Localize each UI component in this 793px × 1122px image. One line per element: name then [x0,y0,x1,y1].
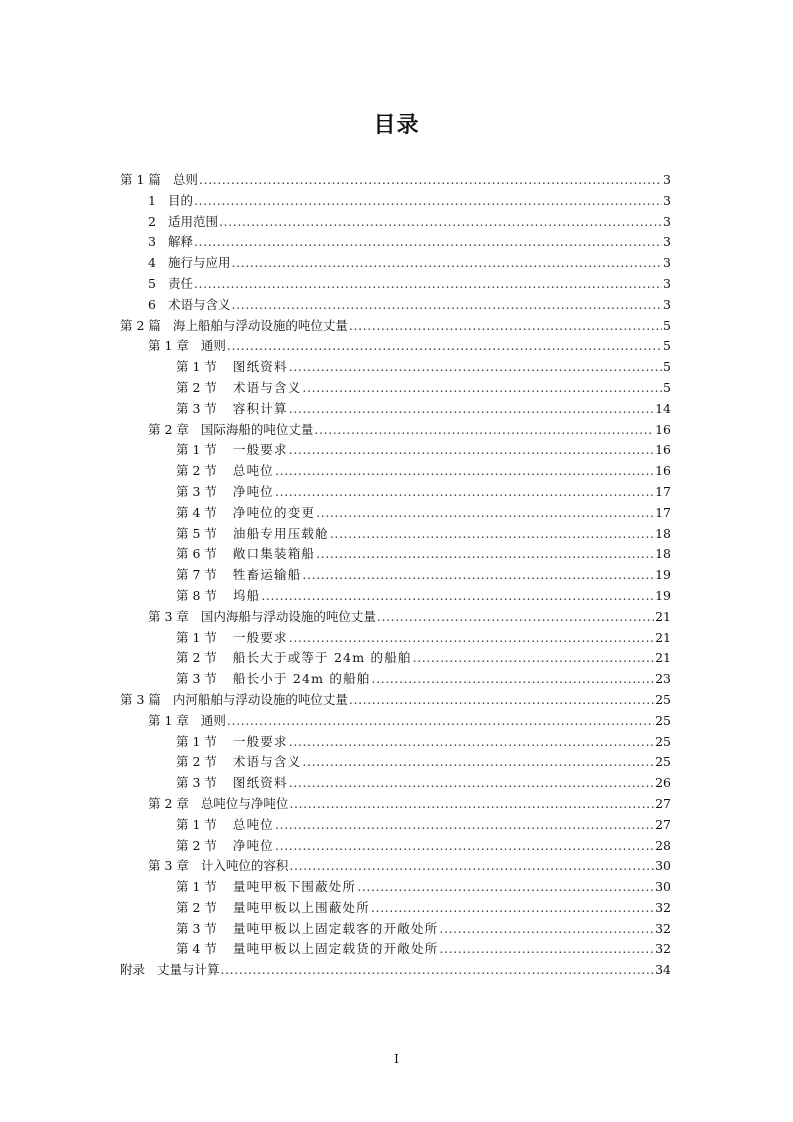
toc-dot-leader [413,648,654,669]
toc-entry-page-number: 25 [655,754,671,770]
toc-dot-leader [377,607,654,628]
toc-entry-section[interactable] [120,898,671,919]
toc-entry-number: 第 1 节 [176,442,217,458]
toc-entry-number: 第 1 章 [148,712,189,728]
toc-entry-title: 内河船舶与浮动设施的吨位丈量 [172,691,348,707]
toc-entry-number: 第 3 节 [176,483,217,499]
toc-entry-page-number: 16 [655,463,671,479]
toc-entry-number: 第 6 节 [176,546,217,562]
toc-dot-leader [275,836,654,857]
page-number: I [394,1052,399,1066]
toc-entry-page-number: 30 [655,879,671,895]
toc-entry-title: 净吨位的变更 [232,504,316,520]
toc-dot-leader [289,399,654,420]
toc-entry-title: 国内海船与浮动设施的吨位丈量 [200,608,376,624]
toc-entry-number: 第 3 篇 [120,691,161,707]
toc-entry-item[interactable] [120,232,671,253]
toc-dot-leader [194,232,662,253]
toc-entry-page-number: 21 [655,608,671,624]
toc-entry-title: 解释 [167,234,193,250]
toc-entry-part[interactable] [120,170,671,191]
toc-entry-page-number: 17 [655,504,671,520]
toc-entry-number: 第 2 章 [148,795,189,811]
toc-entry-title: 净吨位 [232,483,275,499]
toc-entry-number: 第 4 节 [176,504,217,520]
toc-dot-leader [227,336,662,357]
toc-dot-leader [330,524,654,545]
toc-entry-title: 量吨甲板以上围蔽处所 [232,899,370,915]
toc-entry-page-number: 18 [655,525,671,541]
toc-entry-title: 通则 [200,338,226,354]
toc-entry-number: 第 2 节 [176,754,217,770]
toc-dot-leader [231,253,662,274]
toc-entry-appendix[interactable] [120,960,671,981]
toc-entry-page-number: 3 [663,275,671,291]
toc-entry-page-number: 16 [655,421,671,437]
toc-entry-number: 第 1 篇 [120,172,161,187]
toc-entry-page-number: 5 [663,359,671,375]
toc-entry-section[interactable] [120,773,671,794]
toc-entry-section[interactable] [120,503,671,524]
toc-entry-number: 第 5 节 [176,525,217,541]
toc-dot-leader [261,586,654,607]
toc-entry-number: 第 3 章 [148,608,189,624]
toc-dot-leader [289,773,654,794]
toc-entry-page-number: 21 [655,629,671,645]
toc-entry-number: 附录 [120,962,146,978]
toc-dot-leader [357,877,654,898]
toc-entry-chapter[interactable] [120,794,671,815]
toc-entry-title: 净吨位 [232,837,275,853]
toc-entry-title: 量吨甲板以上固定载客的开敞处所 [232,920,439,936]
toc-dot-leader [349,690,654,711]
toc-dot-leader [199,170,662,191]
toc-entry-page-number: 5 [663,379,671,395]
toc-entry-page-number: 14 [655,400,671,416]
toc-entry-section[interactable] [120,939,671,960]
toc-entry-page-number: 3 [663,172,671,187]
toc-entry-number: 第 1 章 [148,338,189,354]
toc-entry-section[interactable] [120,357,671,378]
toc-dot-leader [439,939,654,960]
toc-entry-number: 第 3 节 [176,920,217,936]
toc-entry-number: 第 2 节 [176,379,217,395]
toc-entry-page-number: 19 [655,567,671,583]
toc-entry-title: 总吨位 [232,816,275,832]
toc-entry-section[interactable] [120,648,671,669]
toc-entry-title: 坞船 [232,587,261,603]
toc-entry-section[interactable] [120,565,671,586]
toc-entry-number: 第 2 节 [176,463,217,479]
toc-dot-leader [302,752,654,773]
toc-entry-section[interactable] [120,482,671,503]
toc-entry-title: 国际海船的吨位丈量 [200,421,314,437]
toc-entry-page-number: 19 [655,587,671,603]
toc-entry-section[interactable] [120,378,671,399]
toc-entry-title: 施行与应用 [167,255,231,271]
toc-entry-title: 通则 [200,712,226,728]
toc-dot-leader [289,856,654,877]
toc-dot-leader [275,461,654,482]
toc-entry-page-number: 25 [655,712,671,728]
toc-dot-leader [289,440,654,461]
toc-entry-item[interactable] [120,274,671,295]
toc-entry-page-number: 32 [655,899,671,915]
toc-entry-number: 3 [148,234,156,250]
toc-entry-item[interactable] [120,295,671,316]
toc-entry-number: 2 [148,213,156,229]
toc-entry-title: 适用范围 [167,213,218,229]
toc-entry-page-number: 23 [655,671,671,687]
toc-entry-page-number: 21 [655,650,671,666]
table-of-contents [120,170,671,981]
toc-entry-page-number: 17 [655,483,671,499]
toc-dot-leader [316,503,654,524]
toc-entry-section[interactable] [120,544,671,565]
toc-entry-number: 第 2 节 [176,650,217,666]
toc-entry-number: 第 2 章 [148,421,189,437]
toc-entry-title: 量吨甲板下围蔽处所 [232,879,357,895]
toc-entry-page-number: 5 [663,338,671,354]
toc-entry-number: 1 [148,192,156,208]
toc-entry-chapter[interactable] [120,336,671,357]
toc-entry-title: 计入吨位的容积 [200,858,289,874]
toc-entry-number: 第 3 节 [176,400,217,416]
toc-dot-leader [314,420,654,441]
toc-entry-title: 一般要求 [232,629,288,645]
toc-entry-title: 总则 [172,172,198,187]
toc-entry-page-number: 3 [663,213,671,229]
toc-entry-page-number: 32 [655,941,671,957]
toc-entry-page-number: 26 [655,775,671,791]
toc-entry-page-number: 3 [663,255,671,271]
toc-entry-number: 5 [148,275,156,291]
toc-entry-chapter[interactable] [120,711,671,732]
toc-entry-item[interactable] [120,212,671,233]
toc-dot-leader [289,732,654,753]
toc-entry-title: 术语与含义 [232,379,302,395]
toc-entry-page-number: 25 [655,691,671,707]
page-title: 目录 [373,113,420,138]
toc-entry-number: 6 [148,296,156,312]
toc-dot-leader [227,711,654,732]
toc-entry-number: 4 [148,255,156,271]
toc-entry-title: 术语与含义 [167,296,231,312]
toc-dot-leader [289,794,654,815]
toc-entry-page-number: 27 [655,816,671,832]
toc-entry-number: 第 8 节 [176,587,217,603]
toc-entry-title: 责任 [167,275,193,291]
toc-dot-leader [231,295,662,316]
toc-entry-title: 总吨位 [232,463,275,479]
toc-entry-number: 第 3 章 [148,858,189,874]
toc-entry-section[interactable] [120,752,671,773]
toc-entry-title: 丈量与计算 [157,962,220,978]
toc-dot-leader [289,357,662,378]
toc-entry-title: 海上船舶与浮动设施的吨位丈量 [172,317,348,333]
toc-dot-leader [302,565,654,586]
toc-entry-page-number: 16 [655,442,671,458]
toc-entry-title: 油船专用压载舱 [232,525,329,541]
toc-dot-leader [275,815,654,836]
toc-entry-number: 第 2 节 [176,899,217,915]
toc-entry-title: 术语与含义 [232,754,302,770]
toc-entry-section[interactable] [120,732,671,753]
toc-dot-leader [372,669,655,690]
toc-dot-leader [316,544,654,565]
toc-entry-title: 船长大于或等于 24m 的船舶 [232,650,412,666]
toc-entry-number: 第 2 篇 [120,317,161,333]
toc-entry-number: 第 3 节 [176,775,217,791]
toc-entry-page-number: 18 [655,546,671,562]
toc-entry-number: 第 1 节 [176,879,217,895]
toc-dot-leader [371,898,654,919]
toc-dot-leader [439,919,654,940]
toc-entry-page-number: 27 [655,795,671,811]
toc-dot-leader [349,316,662,337]
toc-entry-number: 第 7 节 [176,567,217,583]
toc-dot-leader [275,482,654,503]
toc-entry-page-number: 5 [663,317,671,333]
toc-entry-title: 牲畜运输船 [232,567,302,583]
toc-entry-part[interactable] [120,690,671,711]
toc-entry-page-number: 30 [655,858,671,874]
toc-entry-section[interactable] [120,399,671,420]
toc-entry-title: 总吨位与净吨位 [200,795,289,811]
toc-entry-page-number: 32 [655,920,671,936]
toc-entry-section[interactable] [120,877,671,898]
toc-entry-title: 敞口集装箱船 [232,546,316,562]
toc-entry-title: 一般要求 [232,733,288,749]
toc-dot-leader [302,378,662,399]
toc-entry-page-number: 25 [655,733,671,749]
toc-dot-leader [219,212,662,233]
toc-entry-section[interactable] [120,669,671,690]
toc-entry-page-number: 3 [663,192,671,208]
toc-entry-section[interactable] [120,461,671,482]
toc-entry-number: 第 2 节 [176,837,217,853]
toc-entry-number: 第 1 节 [176,816,217,832]
toc-dot-leader [289,628,654,649]
toc-entry-chapter[interactable] [120,856,671,877]
toc-entry-section[interactable] [120,440,671,461]
toc-entry-item[interactable] [120,253,671,274]
toc-entry-section[interactable] [120,919,671,940]
toc-dot-leader [221,960,655,981]
toc-entry-number: 第 3 节 [176,671,217,687]
toc-entry-section[interactable] [120,628,671,649]
toc-entry-page-number: 3 [663,234,671,250]
toc-dot-leader [194,191,662,212]
toc-entry-page-number: 34 [655,962,671,978]
toc-entry-chapter[interactable] [120,420,671,441]
toc-entry-number: 第 1 节 [176,629,217,645]
toc-entry-title: 图纸资料 [232,775,288,791]
toc-entry-number: 第 1 节 [176,359,217,375]
toc-entry-title: 量吨甲板以上固定载货的开敞处所 [232,941,439,957]
toc-entry-title: 一般要求 [232,442,288,458]
toc-entry-section[interactable] [120,586,671,607]
toc-entry-title: 船长小于 24m 的船舶 [232,671,371,687]
toc-entry-number: 第 1 节 [176,733,217,749]
toc-entry-number: 第 4 节 [176,941,217,957]
toc-entry-section[interactable] [120,815,671,836]
toc-entry-title: 图纸资料 [232,359,288,375]
toc-dot-leader [194,274,662,295]
toc-entry-page-number: 3 [663,296,671,312]
toc-entry-part[interactable] [120,316,671,337]
toc-entry-title: 容积计算 [232,400,288,416]
toc-entry-chapter[interactable] [120,607,671,628]
toc-entry-page-number: 28 [655,837,671,853]
toc-entry-section[interactable] [120,836,671,857]
toc-entry-item[interactable] [120,191,671,212]
toc-entry-section[interactable] [120,524,671,545]
toc-entry-title: 目的 [167,192,193,208]
